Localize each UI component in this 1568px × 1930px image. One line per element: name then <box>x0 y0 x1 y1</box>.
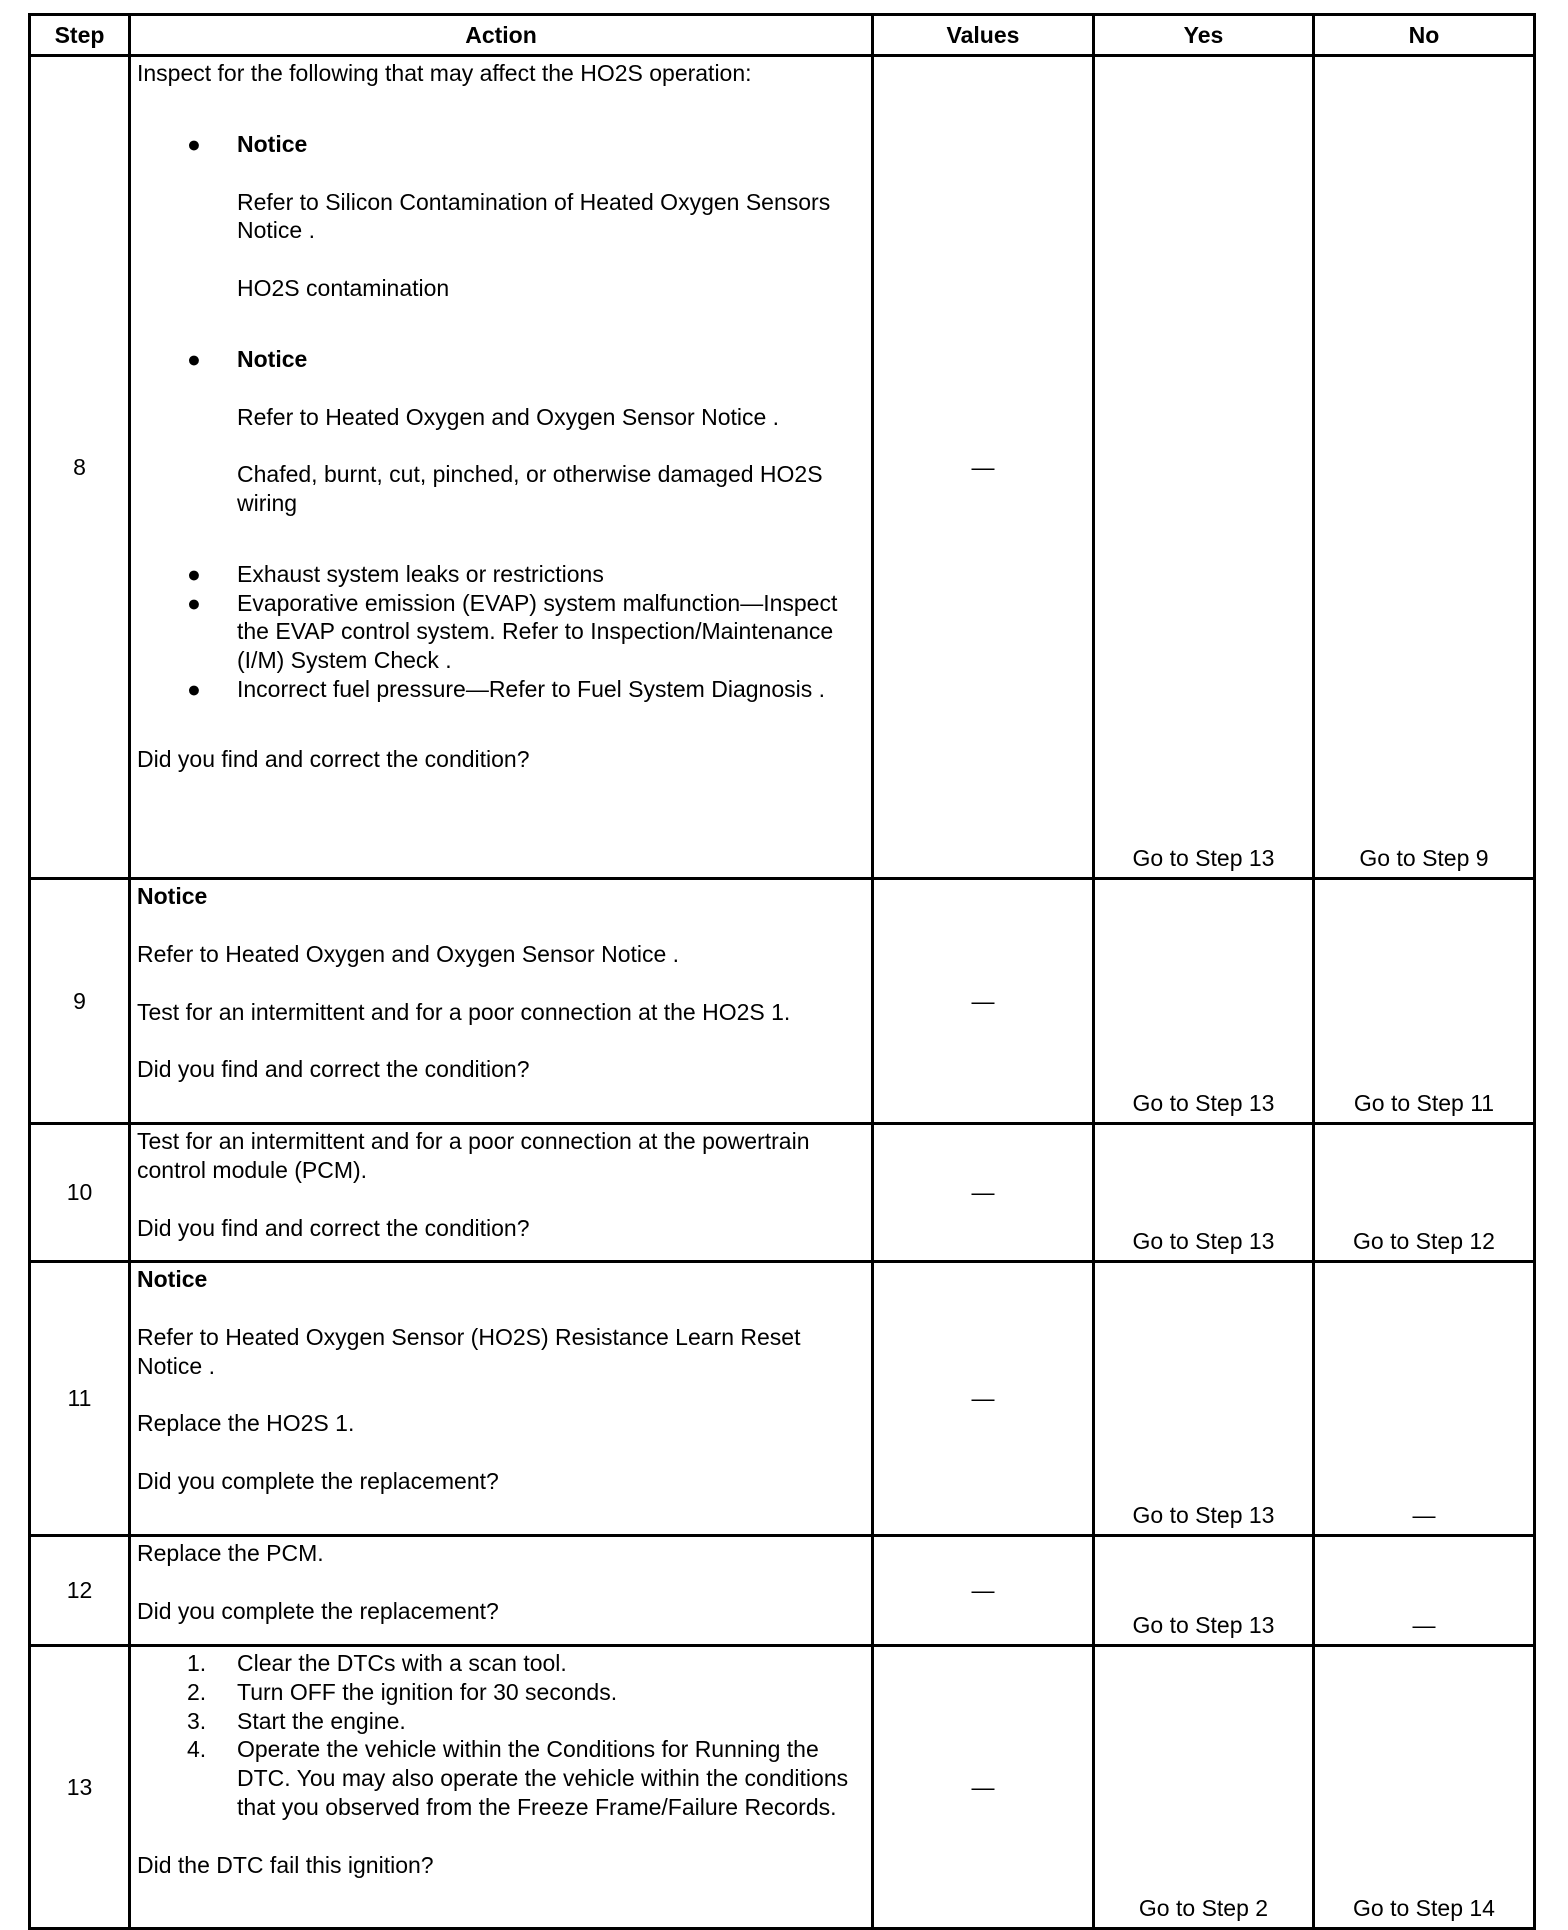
table-row <box>30 1536 1535 1646</box>
step-number: 11 <box>30 1262 130 1536</box>
bullet-list <box>137 130 865 704</box>
header-values: Values <box>873 15 1094 56</box>
values-cell: — <box>873 1536 1094 1646</box>
yes-cell: Go to Step 13 <box>1094 56 1314 879</box>
action-cell <box>130 56 873 879</box>
bullet-icon: ● <box>187 560 201 587</box>
list-number: 2. <box>187 1678 207 1705</box>
list-item <box>137 675 865 704</box>
list-item <box>137 130 865 303</box>
step-number: 12 <box>30 1536 130 1646</box>
action-cell <box>130 1646 873 1929</box>
list-item <box>137 560 865 589</box>
yes-cell: Go to Step 13 <box>1094 879 1314 1124</box>
table-row <box>30 1262 1535 1536</box>
bullet-icon: ● <box>187 589 201 616</box>
notice-reference: Refer to Heated Oxygen and Oxygen Sensor Notice . <box>137 940 680 967</box>
values-cell: — <box>873 1646 1094 1929</box>
action-text: Replace the PCM. <box>137 1540 324 1566</box>
notice-reference: Refer to Heated Oxygen Sensor (HO2S) Resistance Learn Reset Notice . <box>137 1323 801 1379</box>
header-row <box>30 15 1535 56</box>
values-cell: — <box>873 1124 1094 1262</box>
list-number: 4. <box>187 1736 207 1763</box>
no-cell: Go to Step 14 <box>1314 1646 1535 1929</box>
notice-reference: Refer to Silicon Contamination of Heated Oxygen Sensors Notice . <box>237 188 831 244</box>
yes-cell: Go to Step 13 <box>1094 1536 1314 1646</box>
step-number: 10 <box>30 1124 130 1262</box>
item-text: Evaporative emission (EVAP) system malfunction—Inspect the EVAP control system. Refer to Inspection/Maintenance (I/M) System Check . <box>237 589 838 673</box>
table-row <box>30 56 1535 879</box>
action-question: Did you find and correct the condition? <box>137 1214 530 1241</box>
notice-label: Notice <box>137 883 208 909</box>
values-cell: — <box>873 1262 1094 1536</box>
step-number: 9 <box>30 879 130 1124</box>
item-text: Start the engine. <box>237 1707 406 1734</box>
table-row <box>30 1124 1535 1262</box>
action-question: Did you complete the replacement? <box>137 1468 499 1494</box>
action-question: Did you find and correct the condition? <box>137 1056 530 1083</box>
list-item <box>137 1678 865 1707</box>
action-cell <box>130 1536 873 1646</box>
bullet-icon: ● <box>187 675 201 702</box>
values-cell: — <box>873 879 1094 1124</box>
item-text: Clear the DTCs with a scan tool. <box>237 1650 567 1676</box>
action-question: Did you complete the replacement? <box>137 1597 499 1624</box>
action-question: Did you find and correct the condition? <box>137 745 530 772</box>
list-item <box>137 1735 865 1821</box>
action-text: Replace the HO2S 1. <box>137 1410 355 1437</box>
notice-reference: Refer to Heated Oxygen and Oxygen Sensor Notice . <box>237 403 780 430</box>
list-item <box>137 589 865 675</box>
no-cell: Go to Step 9 <box>1314 56 1535 879</box>
list-number: 3. <box>187 1707 207 1734</box>
yes-cell: Go to Step 2 <box>1094 1646 1314 1929</box>
header-yes: Yes <box>1094 15 1314 56</box>
item-text: Chafed, burnt, cut, pinched, or otherwise damaged HO2S wiring <box>237 461 823 516</box>
notice-label: Notice <box>237 345 308 372</box>
action-text: Test for an intermittent and for a poor connection at the powertrain control module (PCM). <box>137 1128 810 1183</box>
table-row <box>30 1646 1535 1929</box>
notice-label: Notice <box>237 130 308 157</box>
numbered-list <box>137 1649 865 1822</box>
list-item <box>137 345 865 518</box>
no-cell: Go to Step 12 <box>1314 1124 1535 1262</box>
action-question: Did the DTC fail this ignition? <box>137 1851 434 1878</box>
action-text: Test for an intermittent and for a poor connection at the HO2S 1. <box>137 998 791 1025</box>
list-item <box>137 1707 865 1736</box>
step-number: 13 <box>30 1646 130 1929</box>
yes-cell: Go to Step 13 <box>1094 1124 1314 1262</box>
list-number: 1. <box>187 1650 207 1676</box>
bullet-icon: ● <box>187 345 201 372</box>
item-text: HO2S contamination <box>237 275 450 301</box>
values-cell: — <box>873 56 1094 879</box>
header-action: Action <box>130 15 873 56</box>
notice-label: Notice <box>137 1266 208 1292</box>
action-cell <box>130 879 873 1124</box>
item-text: Operate the vehicle within the Conditions for Running the DTC. You may also operate the vehicle within the conditions that you observed from the Freeze Frame/Failure Records. <box>237 1736 849 1820</box>
action-cell <box>130 1262 873 1536</box>
step-number: 8 <box>30 56 130 879</box>
item-text: Turn OFF the ignition for 30 seconds. <box>237 1678 618 1705</box>
item-text: Incorrect fuel pressure—Refer to Fuel System Diagnosis . <box>237 675 826 702</box>
bullet-icon: ● <box>187 130 201 157</box>
diagnostic-table <box>28 13 1536 1930</box>
table-row <box>30 879 1535 1124</box>
item-text: Exhaust system leaks or restrictions <box>237 560 604 587</box>
action-cell <box>130 1124 873 1262</box>
no-cell: — <box>1314 1262 1535 1536</box>
header-no: No <box>1314 15 1535 56</box>
action-intro: Inspect for the following that may affect the HO2S operation: <box>137 60 752 86</box>
no-cell: Go to Step 11 <box>1314 879 1535 1124</box>
yes-cell: Go to Step 13 <box>1094 1262 1314 1536</box>
no-cell: — <box>1314 1536 1535 1646</box>
list-item <box>137 1649 865 1678</box>
header-step: Step <box>30 15 130 56</box>
